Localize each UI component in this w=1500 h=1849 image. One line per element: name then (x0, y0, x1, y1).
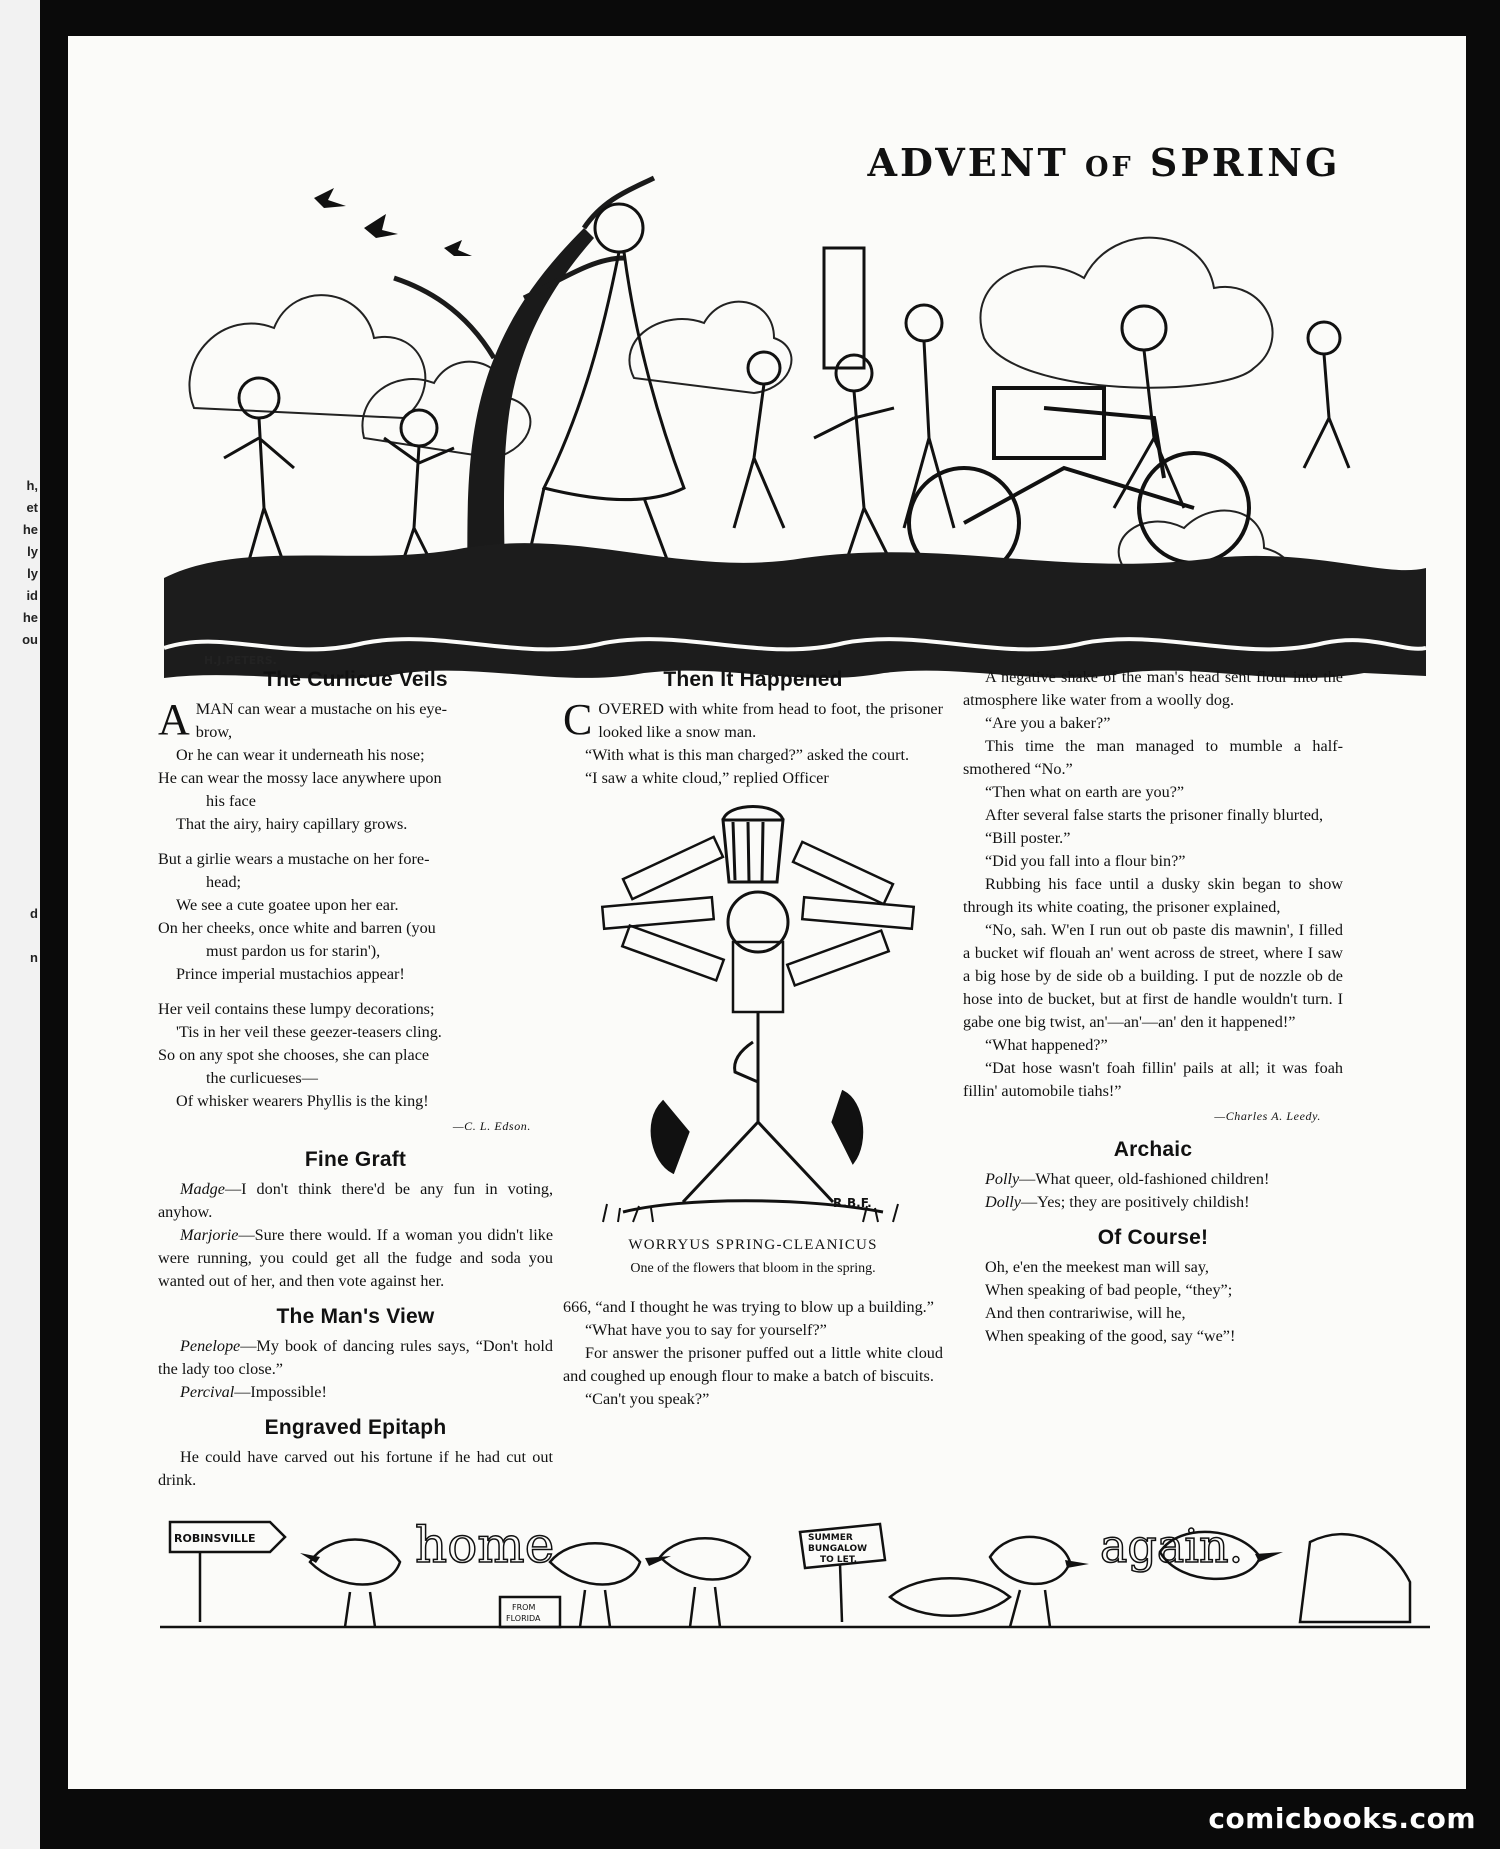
poem-line: So on any spot she chooses, she can place (158, 1046, 430, 1064)
column-right (963, 666, 1343, 1348)
speaker-name: Penelope (180, 1337, 241, 1355)
story-paragraph: “Can't you speak?” (585, 1390, 710, 1408)
suitcase-label: FROM (512, 1603, 536, 1612)
story-paragraph: “What happened?” (985, 1036, 1108, 1054)
poem-line: brow, (195, 723, 233, 741)
poem-line: 'Tis in her veil these geezer-teasers cling. (176, 1023, 442, 1041)
speaker-name: Marjorie (180, 1226, 239, 1244)
poem-line: head; (206, 873, 242, 891)
poem-line: We see a cute goatee upon her ear. (176, 896, 399, 914)
footer-illustration (160, 1502, 1430, 1634)
speaker-name: Madge (180, 1180, 225, 1198)
margin-fragment: he (22, 522, 38, 537)
epitaph-text: He could have carved out his fortune if he had cut out drink. (158, 1448, 553, 1489)
dialogue-line (158, 1381, 553, 1404)
poem-line: When speaking of bad people, “they”; (985, 1281, 1233, 1299)
cartoon-illustration (563, 802, 943, 1232)
dialogue-line (963, 1168, 1343, 1191)
verse-block (963, 1256, 1343, 1348)
speaker-name: Dolly (985, 1193, 1021, 1211)
poem-line: MAN can wear a mustache on his eye- (195, 700, 448, 718)
speech: —My book of dancing rules says, “Don't hold the lady too close.” (158, 1337, 553, 1378)
poem-line: Her veil contains these lumpy decorations; (158, 1000, 435, 1018)
poem-line: the curlicueses— (206, 1069, 318, 1087)
story-paragraph: Rubbing his face until a dusky skin began to show through its white coating, the prisoner explained, (963, 875, 1343, 916)
story-paragraph: 666, “and I thought he was trying to blow up a building.” (563, 1298, 934, 1316)
adjacent-page-strip (0, 0, 40, 1849)
poem-line: He can wear the mossy lace anywhere upon (158, 769, 442, 787)
poem-line: must pardon us for starin'), (206, 942, 381, 960)
sign-bungalow-line: BUNGALOW (808, 1544, 868, 1554)
sign-bungalow-line: TO LET. (820, 1555, 857, 1565)
cartoon-caption-subtitle: One of the flowers that bloom in the spring. (630, 1261, 876, 1276)
page-title: ADVENT of SPRING (867, 139, 1341, 185)
poem-line: That the airy, hairy capillary grows. (176, 815, 408, 833)
speaker-name: Percival (180, 1383, 235, 1401)
story-paragraph: “Are you a baker?” (985, 714, 1111, 732)
cartoon-caption-title: WORRYUS SPRING-CLEANICUS (628, 1237, 878, 1253)
poem-line: Or he can wear it underneath his nose; (176, 746, 425, 764)
speech: —Yes; they are positively childish! (1020, 1193, 1250, 1211)
poem-line: On her cheeks, once white and barren (you (158, 919, 436, 937)
cartoon-signature: R.B.F. (833, 1196, 872, 1210)
footer-word-home: home (415, 1516, 555, 1574)
story-paragraph: After several false starts the prisoner finally blurted, (985, 806, 1324, 824)
poem-line: Prince imperial mustachios appear! (176, 965, 405, 983)
drop-cap: C (563, 695, 593, 744)
speech: —Impossible! (234, 1383, 327, 1401)
margin-fragment: d (30, 906, 38, 921)
heading-mans-view: The Man's View (276, 1305, 435, 1328)
column-left (158, 666, 553, 1492)
site-watermark: comicbooks.com (1208, 1802, 1476, 1835)
story-paragraph: “Dat hose wasn't foah fillin' pails at all; it was foah fillin' automobile tiahs!” (963, 1059, 1343, 1100)
dialogue-line (963, 1191, 1343, 1214)
header-illustration (164, 108, 1426, 688)
spring-parade-drawing (164, 108, 1426, 688)
story-paragraph: “I saw a white cloud,” replied Officer (585, 769, 829, 787)
story-paragraph: “Did you fall into a flour bin?” (985, 852, 1186, 870)
author-credit: —C. L. Edson. (452, 1119, 531, 1133)
dialogue-line (158, 1178, 553, 1224)
suitcase-label: FLORIDA (506, 1614, 541, 1623)
poem-line: Of whisker wearers Phyllis is the king! (176, 1092, 429, 1110)
bucket-flower-drawing (563, 802, 943, 1232)
heading-then-it-happened: Then It Happened (663, 668, 843, 691)
margin-fragment: h, (26, 478, 38, 493)
poem-line: When speaking of the good, say “we”! (985, 1327, 1236, 1345)
margin-fragment: et (26, 500, 38, 515)
story-paragraph: “Then what on earth are you?” (985, 783, 1185, 801)
column-middle (563, 666, 943, 1411)
story-paragraph: A negative shake of the man's head sent flour into the atmosphere like water from a woolly dog. (963, 668, 1343, 709)
poem-line: And then contrariwise, will he, (985, 1304, 1186, 1322)
home-again-birds-drawing (160, 1502, 1430, 1634)
poem-stanza (158, 998, 553, 1113)
speech: —Sure there would. If a woman you didn't like were running, you could get all the fudge and soda you wanted out of her, and then vote against her. (158, 1226, 553, 1290)
poem-line: Oh, e'en the meekest man will say, (985, 1258, 1209, 1276)
artist-signature: H.J.PETERS. (204, 654, 277, 667)
story-paragraph: “Bill poster.” (985, 829, 1071, 847)
margin-fragment: he (22, 610, 38, 625)
heading-fine-graft: Fine Graft (304, 1148, 407, 1171)
story-paragraph (563, 695, 943, 744)
story-paragraph: “With what is this man charged?” asked the court. (585, 746, 910, 764)
paragraph-text: OVERED with white from head to foot, the prisoner looked like a snow man. (598, 700, 943, 741)
heading-of-course: Of Course! (1097, 1226, 1209, 1249)
margin-fragment: ou (22, 632, 38, 647)
margin-fragment: id (26, 588, 38, 603)
poem-stanza (158, 695, 553, 836)
heading-curlicue-veils: The Curlicue Veils (263, 668, 448, 691)
dialogue-line (158, 1335, 553, 1381)
story-paragraph: “No, sah. W'en I run out ob paste dis mawnin', I filled a bucket wif flouah an' went across de street, where I saw a big hose by de side ob a building. I put de nozzle ob de hose into de bucket, but at first de handle wouldn't turn. I gabe one big twist, an'—an'—an' den it happened!” (963, 921, 1343, 1031)
heading-archaic: Archaic (1113, 1138, 1193, 1161)
speaker-name: Polly (985, 1170, 1020, 1188)
footer-word-again: again. (1100, 1519, 1244, 1573)
heading-engraved-epitaph: Engraved Epitaph (264, 1416, 447, 1439)
margin-fragment: n (30, 950, 38, 965)
story-paragraph: “What have you to say for yourself?” (585, 1321, 827, 1339)
poem-stanza (158, 848, 553, 986)
sign-bungalow-line: SUMMER (808, 1533, 853, 1543)
speech: —What queer, old-fashioned children! (1019, 1170, 1270, 1188)
poem-line: But a girlie wears a mustache on her fore- (158, 850, 430, 868)
magazine-page (68, 36, 1466, 1789)
margin-fragment: ly (27, 566, 38, 581)
drop-cap: A (158, 695, 190, 744)
story-paragraph: For answer the prisoner puffed out a little white cloud and coughed up enough flour to make a batch of biscuits. (563, 1344, 943, 1385)
story-paragraph: This time the man managed to mumble a half-smothered “No.” (963, 737, 1343, 778)
sign-robinsville: ROBINSVILLE (174, 1532, 256, 1545)
poem-line: his face (206, 792, 256, 810)
author-credit: —Charles A. Leedy. (1214, 1109, 1321, 1123)
margin-fragment: ly (27, 544, 38, 559)
speech: —I don't think there'd be any fun in voting, anyhow. (158, 1180, 553, 1221)
dialogue-line (158, 1224, 553, 1293)
